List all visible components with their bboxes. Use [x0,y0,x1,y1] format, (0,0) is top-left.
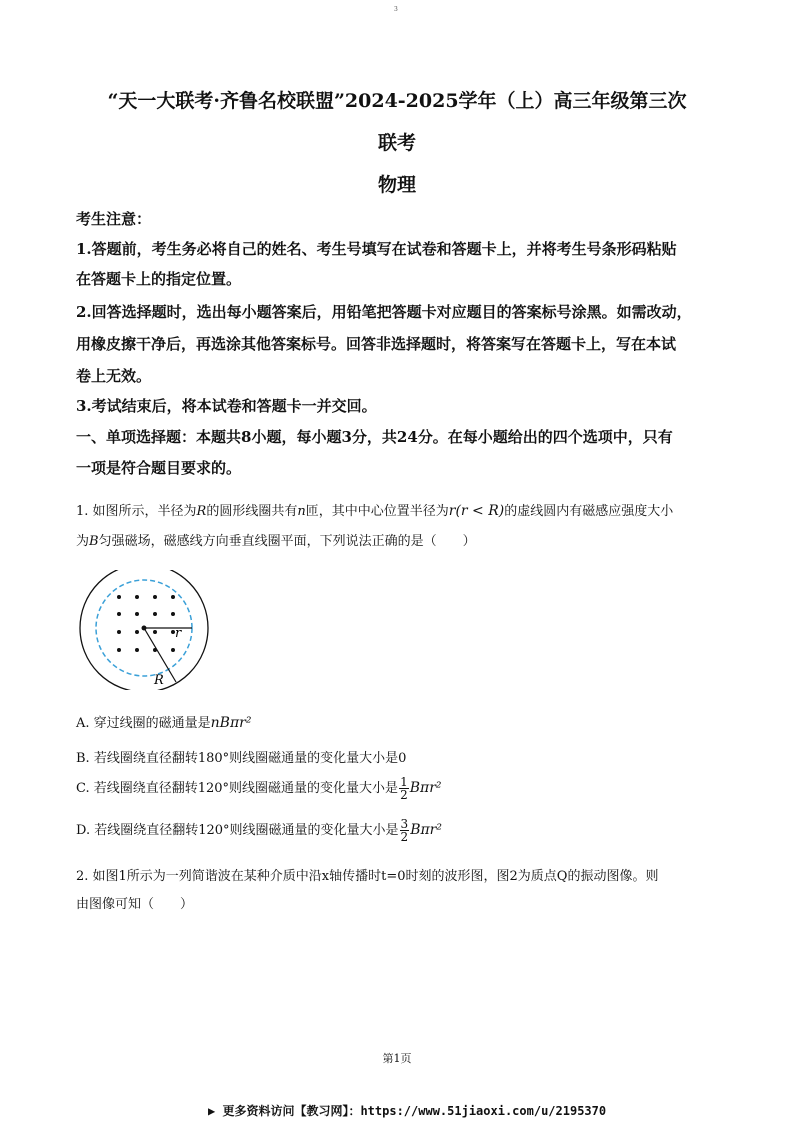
option-a-math: nBπr² [210,715,252,731]
math-B: B [89,534,99,549]
question-2-line2: 由图像可知（ ） [76,897,194,912]
q1-text: 为 [76,534,90,549]
option-a-text: A. 穿过线圈的磁通量是 [76,716,211,731]
exam-title-line1: “天一大联考·齐鲁名校联盟”2024-2025学年（上）高三年级第三次 [107,90,687,112]
subject-title: 物理 [377,174,416,196]
option-d-math: Bπr² [410,822,442,838]
math-condition: r(r < R) [448,503,505,519]
option-a [76,712,251,731]
section-heading: 一、单项选择题：本题共8小题，每小题3分，共24分。在每小题给出的四个选项中，只有 [76,428,673,446]
footer-link[interactable]: ▶ 更多资料访问【教习网】：https://www.51jiaoxi.com/u/2195370 [208,1104,607,1118]
math-n: n [297,504,306,519]
question-1-line1 [76,500,673,519]
notice-line: 用橡皮擦干净后，再选涂其他答案标号。回答非选择题时，将答案写在答题卡上，写在本试 [76,335,677,353]
q1-text: 1. 如图所示，半径为 [76,504,197,519]
fraction: $\frac{1}{2}$ [400,775,408,802]
label-R: R [154,673,164,688]
option-c [76,776,442,801]
notice-line: 在答题卡上的指定位置。 [76,270,242,288]
option-d [76,818,442,843]
page-marker: 3 [394,6,398,13]
page-number: 第1页 [382,1052,412,1065]
q1-text: 的虚线圆内有磁感应强度大小 [504,504,674,519]
magnetic-field-dots [117,595,175,652]
math-R: R [196,504,207,519]
q1-text: 匀强磁场，磁感线方向垂直线圈平面，下列说法正确的是（ ） [98,534,476,549]
question-2-line1: 2. 如图1所示为一列简谐波在某种介质中沿x轴传播时t=0时刻的波形图，图2为质点Q的振动图像。则 [76,869,659,884]
option-b: B. 若线圈绕直径翻转180°则线圈磁通量的变化量大小是0 [76,751,407,766]
q1-text: 匝，其中中心位置半径为 [305,504,449,519]
coil-figure [78,570,218,690]
option-c-text: C. 若线圈绕直径翻转120°则线圈磁通量的变化量大小是 [76,781,399,796]
exam-title-line2: 联考 [377,132,416,154]
q1-text: 的圆形线圈共有 [206,504,298,519]
question-1-line2 [76,530,476,549]
notice-line: 卷上无效。 [76,367,152,385]
label-r: r [175,626,182,641]
notice-line: 2.回答选择题时，选出每小题答案后，用铅笔把答题卡对应题目的答案标号涂黑。如需改动， [76,303,692,321]
notice-heading: 考生注意： [76,210,152,228]
option-c-math: Bπr² [409,780,442,796]
section-heading: 一项是符合题目要求的。 [76,459,242,477]
notice-line: 1.答题前，考生务必将自己的姓名、考生号填写在试卷和答题卡上，并将考生号条形码粘贴 [76,240,677,258]
notice-line: 3.考试结束后，将本试卷和答题卡一并交回。 [76,397,377,415]
fraction: $\frac{3}{2}$ [400,817,409,844]
option-d-text: D. 若线圈绕直径翻转120°则线圈磁通量的变化量大小是 [76,823,399,838]
